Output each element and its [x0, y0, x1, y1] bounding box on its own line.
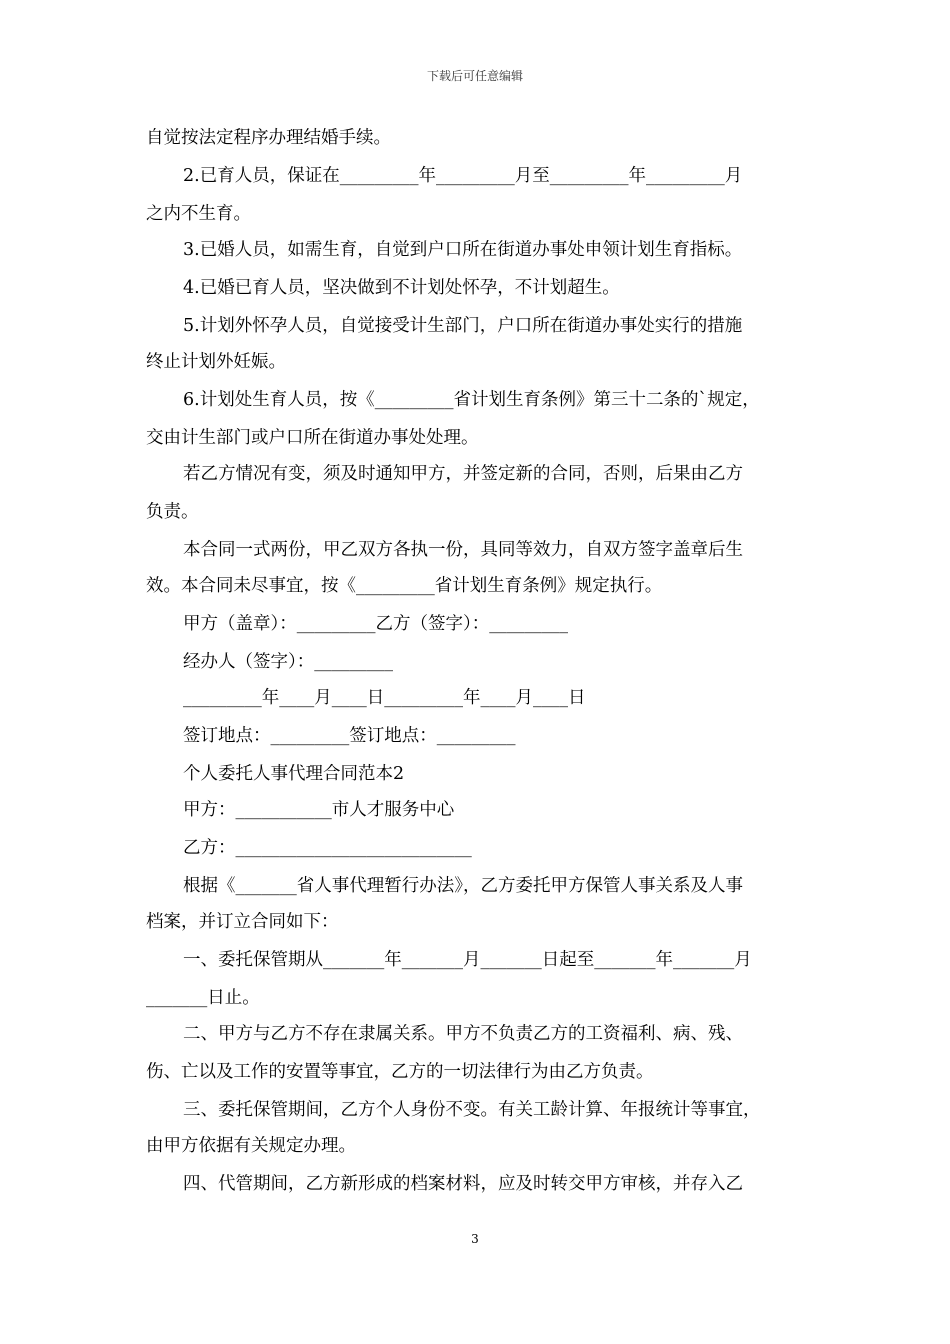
text-line: 3.已婚人员，如需生育，自觉到户口所在街道办事处申领计划生育指标。	[183, 240, 743, 260]
text-line: 5.计划外怀孕人员，自觉接受计生部门，户口所在街道办事处实行的措施	[183, 316, 743, 336]
text-line: 负责。	[146, 502, 199, 522]
text-line: 三、委托保管期间，乙方个人身份不变。有关工龄计算、年报统计等事宜，	[183, 1100, 761, 1120]
text-line: 根据《_______省人事代理暂行办法》，乙方委托甲方保管人事关系及人事	[183, 876, 743, 896]
text-line: 交由计生部门或户口所在街道办事处处理。	[146, 428, 479, 448]
text-line: _________年____月____日_________年____月____日	[183, 688, 586, 708]
text-line: 签订地点：_________签订地点：_________	[183, 726, 516, 746]
text-line: 一、委托保管期从_______年_______月_______日起至_______年_______月	[183, 950, 752, 970]
text-line: 效。本合同未尽事宜，按《_________省计划生育条例》规定执行。	[146, 576, 663, 596]
text-line: 若乙方情况有变，须及时通知甲方，并签定新的合同，否则，后果由乙方	[183, 464, 743, 484]
text-line: 4.已婚已育人员，坚决做到不计划处怀孕，不计划超生。	[183, 278, 620, 298]
text-line: 2.已育人员，保证在_________年_________月至_________年_________月	[183, 166, 743, 186]
text-line: 档案，并订立合同如下：	[146, 912, 339, 932]
text-line: 本合同一式两份，甲乙双方各执一份，具同等效力，自双方签字盖章后生	[183, 540, 743, 560]
text-line: 6.计划处生育人员，按《_________省计划生育条例》第三十二条的`规定，	[183, 390, 760, 410]
text-line: 乙方：___________________________	[183, 838, 472, 858]
text-line: 四、代管期间，乙方新形成的档案材料，应及时转交甲方审核，并存入乙	[183, 1174, 743, 1194]
text-line: 甲方：___________市人才服务中心	[183, 800, 455, 820]
text-line: 伤、亡以及工作的安置等事宜，乙方的一切法律行为由乙方负责。	[146, 1062, 654, 1082]
text-line: 自觉按法定程序办理结婚手续。	[146, 128, 391, 148]
page-header: 下载后可任意编辑	[426, 69, 523, 83]
text-line: 终止计划外妊娠。	[146, 352, 286, 372]
text-line: 二、甲方与乙方不存在隶属关系。甲方不负责乙方的工资福利、病、残、	[183, 1024, 743, 1044]
text-line: _______日止。	[146, 988, 260, 1008]
page-number: 3	[471, 1232, 479, 1246]
text-line: 经办人（签字）：_________	[183, 652, 393, 672]
text-line: 之内不生育。	[146, 204, 251, 224]
section-title: 个人委托人事代理合同范本2	[183, 764, 405, 784]
text-line: 由甲方依据有关规定办理。	[146, 1136, 356, 1156]
text-line: 甲方（盖章）：_________乙方（签字）：_________	[183, 614, 568, 634]
